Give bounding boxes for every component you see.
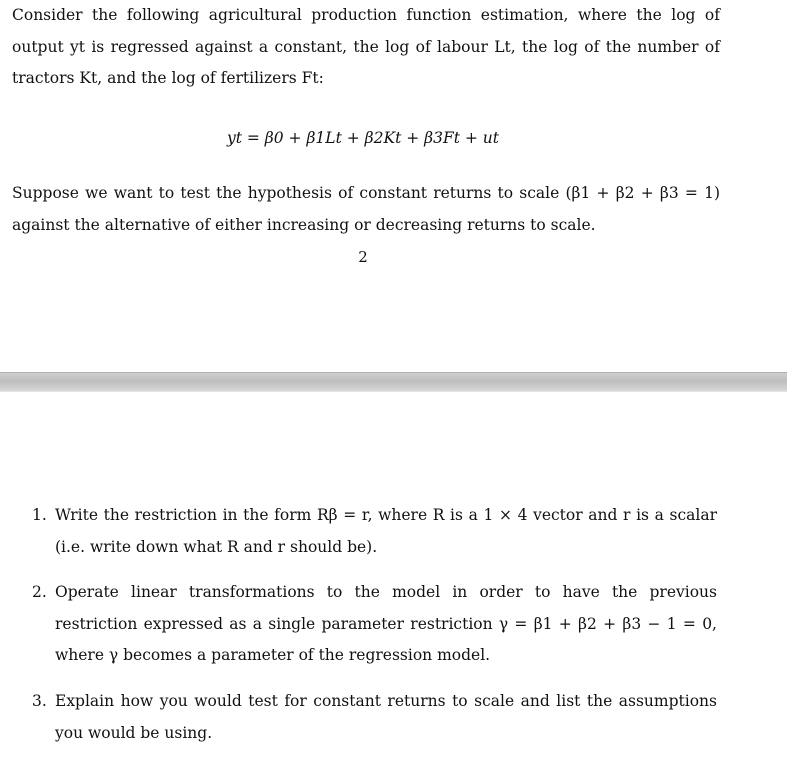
question-text: Operate linear transformations to the model in order to have the previous restriction expressed as a single parameter restriction γ = β1 + β2 + β3 − 1 = 0, where γ becomes a parameter of the regression model. <box>55 583 717 664</box>
question-number: 1. <box>32 506 47 524</box>
page-2 <box>0 390 787 772</box>
question-number: 2. <box>32 583 47 601</box>
intro-paragraph: Consider the following agricultural production function estimation, where the log of output yt is regressed against a constant, the log of labour Lt, the log of the number of tractors Kt, and the log of fertilizers Ft: <box>12 6 720 87</box>
page-number: 2 <box>358 248 368 266</box>
page-divider <box>0 372 787 392</box>
page-1 <box>0 0 787 372</box>
question-text: Explain how you would test for constant returns to scale and list the assumptions you would be using. <box>55 692 717 742</box>
question-text: Write the restriction in the form Rβ = r, where R is a 1 × 4 vector and r is a scalar (i.e. write down what R and r should be). <box>55 506 717 556</box>
hypothesis-paragraph: Suppose we want to test the hypothesis of constant returns to scale (β1 + β2 + β3 = 1) against the alternative of either increasing or decreasing returns to scale. <box>12 184 720 234</box>
question-number: 3. <box>32 692 47 710</box>
production-equation: yt = β0 + β1Lt + β2Kt + β3Ft + ut <box>226 129 499 147</box>
